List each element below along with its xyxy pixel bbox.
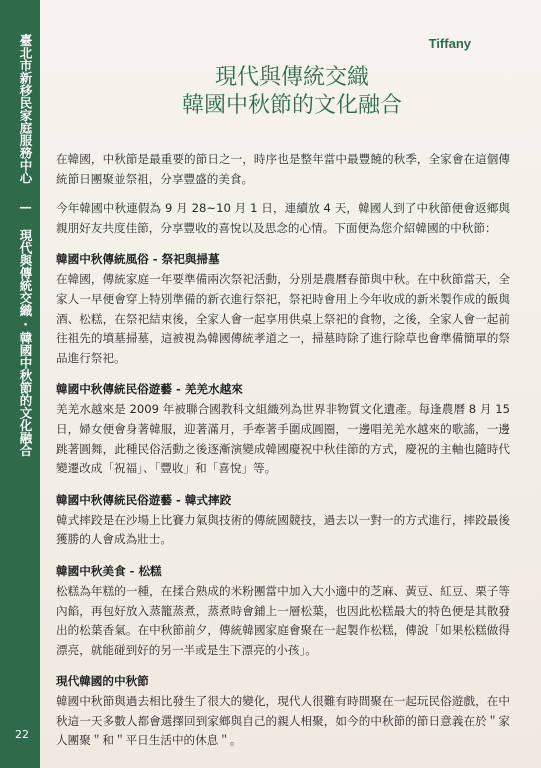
section-body-rituals: 在韓國，傳統家庭一年要準備兩次祭祀活動，分別是農曆春節與中秋。在中秋節當天，全家人一早便會穿上特別準備的新衣進行祭祀，祭祀時會用上今年收成的新米製作成的飯與酒、松糕，在祭祀結束後，全家人會一起享用供桌上祭祀的食物，之後，全家人會一起前往祖先的墳墓掃墓，這被視為韓國傳統孝道之一，掃墓時除了進行除草也會準備簡單的祭品進行祭祀。	[56, 272, 510, 365]
intro-paragraph-1: 在韓國，中秋節是最重要的節日之一，時序也是整年當中最豐饒的秋季，全家會在這個傳統節日團聚並祭祖，分享豐盛的美食。	[56, 152, 510, 186]
section-body-ganggangsullae: 羌羌水越來是 2009 年被聯合國教科文組織列為世界非物質文化遺產。每逢農曆 8 月 15 日，婦女便會身著韓服，迎著滿月，手牽著手圍成圓圈，一邊唱羌羌水越來的歌謠，一邊跳著圓舞，此種民俗活動之後逐漸演變成韓國慶祝中秋佳節的方式，慶祝的主軸也隨時代變遷改成「祝福」、「豐收」和「喜悅」等。	[56, 402, 510, 476]
title-line-1: 現代與傳統交織	[214, 65, 369, 90]
title-line-2: 韓國中秋節的文化融合	[181, 93, 402, 118]
sidebar-title: 臺北市新移民家庭服務中心 — 現代與傳統交織‧韓國中秋節的文化融合	[18, 34, 33, 457]
author-name: Tiffany	[428, 36, 471, 51]
section-heading-modern: 現代韓國的中秋節	[56, 674, 149, 689]
section-body-modern: 韓國中秋節與過去相比發生了很大的變化，現代人很難有時間聚在一起玩民俗遊戲，在中秋這一天多數人都會選擇回到家鄉與自己的親人相聚，如今的中秋節的節日意義在於＂家人團聚＂和＂平日生活中的休息＂。	[56, 694, 510, 748]
section-body-songpyeon: 松糕為年糕的一種，在揉合熟成的米粉團當中加入大小適中的芝麻、黃豆、紅豆、栗子等內餡，再包好放入蒸籠蒸煮，蒸煮時會鋪上一層松葉，也因此松糕最大的特色便是其散發出的松葉香氣。在中秋節前夕，傳統韓國家庭會聚在一起製作松糕，傳說「如果松糕做得漂亮，就能碰到好的另一半或是生下漂亮的小孩」。	[56, 583, 510, 657]
section-heading-songpyeon: 韓國中秋美食 - 松糕	[56, 563, 162, 578]
intro-paragraph-2: 今年韓國中秋連假為 9 月 28~10 月 1 日，連續放 4 天，韓國人到了中秋節便會返鄉與親朋好友共度佳節，分享豐收的喜悅以及思念的心情。下面便為您介紹韓國的中秋節：	[56, 201, 510, 235]
section-heading-ganggangsullae: 韓國中秋傳統民俗遊藝 - 羌羌水越來	[56, 382, 243, 397]
sidebar	[0, 0, 40, 768]
article-body	[56, 150, 510, 761]
page-number: 22	[15, 728, 29, 741]
section-body-wrestling: 韓式摔跤是在沙場上比賽力氣與技術的傳統國競技，過去以一對一的方式進行，摔跤最後獲勝的人會成為壯士。	[56, 512, 510, 547]
section-heading-wrestling: 韓國中秋傳統民俗遊藝 - 韓式摔跤	[56, 492, 232, 507]
section-heading-rituals: 韓國中秋傳統風俗 - 祭祀與掃墓	[56, 252, 220, 267]
